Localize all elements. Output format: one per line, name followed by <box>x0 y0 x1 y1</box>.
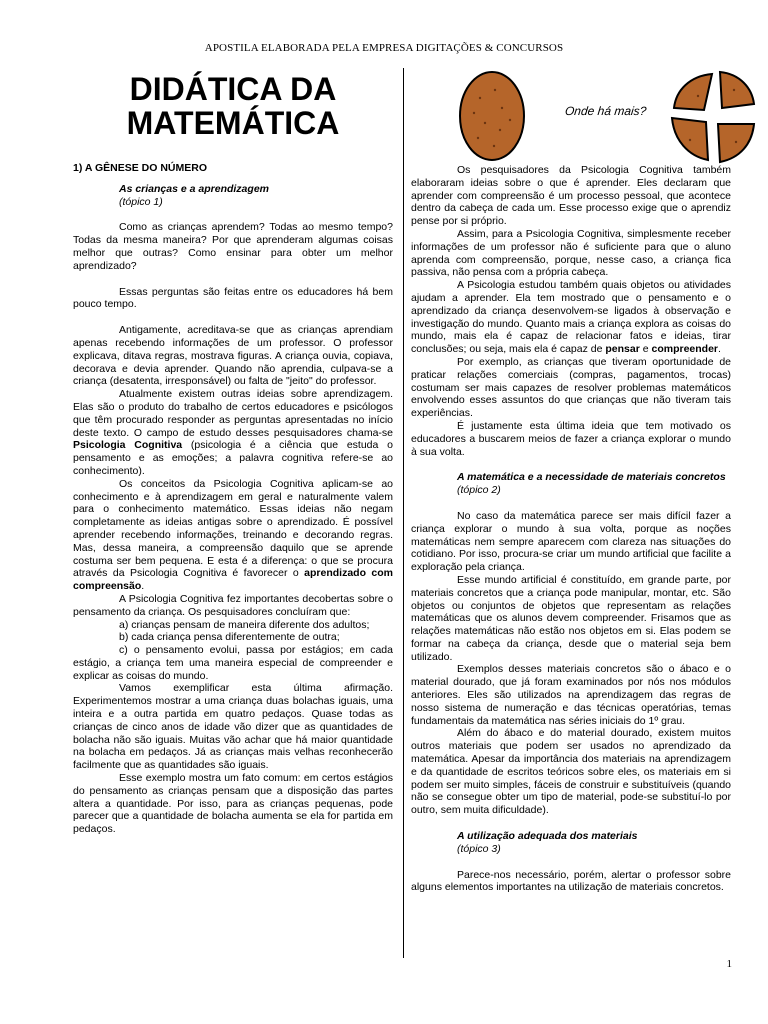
topic-label: (tópico 2) <box>457 484 501 497</box>
paragraph: Esse exemplo mostra um fato comum: em certos estágios do pensamento as crianças pensam que a disposição das partes altera a quantidade. Por isso, para as crianças pequenas, pode parecer que a quantidade de bolacha aumenta se ela for partida em pedaços. <box>73 772 393 836</box>
paragraph: Vamos exemplificar esta última afirmação. Experimentemos mostrar a uma criança duas bolachas iguais, uma inteira e a outra partida em quatro pedaços. Quase todas as crianças de cinco anos de idade vão dizer que as quantidades de bolacha não são iguais. Muitas vão achar que há maior quantidade na bolacha em pedaços. Já as crianças mais velhas reconhecerão facilmente que as quantidades são iguais. <box>73 682 393 772</box>
topic-label: (tópico 3) <box>457 842 501 855</box>
paragraph: É justamente esta última ideia que tem motivado os educadores a buscarem meios de fazer a criança explorar o mundo à sua volta. <box>411 419 731 458</box>
paragraph: Além do ábaco e do material dourado, existem muitos outros materiais que podem ser usados no aprendizado da matemática. Apesar da importância dos materiais na aprendizagem e da quantidade de escritos teóricos sobre eles, os materiais em si podem ser muito simples, fáceis de construir e substituíveis (quando não se consegue obter um tipo de material, pode-se substituí-lo por outro, sem muita dificuldade). <box>411 727 731 817</box>
paragraph: Os pesquisadores da Psicologia Cognitiva também elaboraram ideias sobre o que é aprender. Eles declaram que aprender com compreensão é um processo pessoal, que acontece dentro da cabeça de cada um. Esse processo exige que o aprendiz pense por si próprio. <box>411 164 731 228</box>
paragraph: Os conceitos da Psicologia Cognitiva aplicam-se ao conhecimento e à aprendizagem em geral e naturalmente valem para o conhecimento matemático. Essas ideias não negam completamente as ideias antigas sobre o aprendizado. É possível aprender recebendo informações, treinando e decorando regras. Mas, dessa maneira, a compreensão daquilo que se aprende costuma ser bem pequena. E esta é a diferença: o que se procura através da Psicologia Cognitiva é favorecer o aprendizado com compreensão. <box>73 477 393 593</box>
paragraph: A Psicologia Cognitiva fez importantes decobertas sobre o pensamento da criança. Os pesquisadores concluíram que: <box>73 592 393 618</box>
paragraph: Atualmente existem outras ideias sobre aprendizagem. Elas são o produto do trabalho de certos educadores e psicólogos que têm procurado responder as perguntas apresentadas no início deste texto. O campo de estudo desses pesquisadores chama-se Psicologia Cognitiva (psicologia é a ciência que estuda o pensamento e as emoções; a palavra cognitiva refere-se ao conhecimento). <box>73 388 393 477</box>
figure-caption: Onde há mais? <box>564 104 648 118</box>
paragraph: Como as crianças aprendem? Todas ao mesmo tempo? Todas da mesma maneira? Por que aprenderam algumas coisas melhor que outras? Como ensinar para obter um melhor aprendizado? <box>73 221 393 272</box>
paragraph: Essas perguntas são feitas entre os educadores há bem pouco tempo. <box>73 285 393 311</box>
paragraph: Assim, para a Psicologia Cognitiva, simplesmente receber informações de um professor não é suficiente para que o aluno aprenda com compreensão, porque, nesse caso, a criança fica passiva, não pensa com a própria cabeça. <box>411 227 731 279</box>
list-item: a) crianças pensam de maneira diferente dos adultos; <box>119 618 370 631</box>
subsection-heading: A matemática e a necessidade de materiais concretos <box>457 471 726 484</box>
title-line-1: DIDÁTICA DA <box>129 71 337 107</box>
paragraph: No caso da matemática parece ser mais difícil fazer a criança explorar o mundo à sua volta, porque as noções matemáticas nem sempre aparecem com clareza nas situações do cotidiano. Por isso, procura-se criar um mundo artificial que facilite a exploração pela criança. <box>411 509 731 574</box>
subsection-heading: As crianças e a aprendizagem <box>119 182 269 195</box>
right-column <box>411 164 731 894</box>
paragraph: A Psicologia estudou também quais objetos ou atividades ajudam a aprender. Ela tem mostrado que o pensamento e o aprendizado da criança desenvolvem-se ligados à observação e investigação do mundo. Quanto mais a criança explora as coisas do mundo, mais ela é capaz de relacionar fatos e ideias, tirar conclusões; ou seja, mais ela é capaz de pensar e compreender. <box>411 279 731 356</box>
topic-label: (tópico 1) <box>119 195 163 208</box>
paragraph: Por exemplo, as crianças que tiveram oportunidade de praticar relações comerciais (compras, pagamentos, trocas) costumam ser mais capazes de resolver problemas matemáticos envolvendo esses assuntos do que crianças que não tiveram tais experiências. <box>411 355 731 420</box>
subsection-heading: A utilização adequada dos materiais <box>457 830 638 843</box>
list-item: b) cada criança pensa diferentemente de outra; <box>119 631 340 644</box>
page-header: APOSTILA ELABORADA PELA EMPRESA DIGITAÇÕES & CONCURSOS <box>204 42 564 54</box>
broken-cookie-icon <box>672 72 754 162</box>
paragraph: Exemplos desses materiais concretos são o ábaco e o material dourado, que já foram examinados por nós nos módulos anteriores. Eles são utilizados na aprendizagem das regras de nosso sistema de numeração e das técnicas operatórias, temas fundamentais da matemática nas séries iniciais do 1º grau. <box>411 663 731 727</box>
page-number: 1 <box>726 958 732 970</box>
left-column <box>73 68 393 836</box>
title-line-2: MATEMÁTICA <box>126 105 340 141</box>
whole-cookie-icon <box>460 72 524 160</box>
paragraph: Parece-nos necessário, porém, alertar o professor sobre alguns elementos importantes na utilização de materiais concretos. <box>411 868 731 894</box>
column-divider <box>403 68 404 958</box>
paragraph: Antigamente, acreditava-se que as crianças aprendiam apenas recebendo informações de um professor. O professor explicava, ditava regras, mostrava figuras. A criança ouvia, copiava, decorava e devia aprender. Quando não aprendia, culpava-se a criança (desatenta, irresponsável) ou falta de "jeito" do professor. <box>73 324 393 388</box>
document-title <box>118 72 348 140</box>
paragraph: Esse mundo artificial é constituído, em grande parte, por materiais concretos que a criança pode manipular, montar, etc. São objetos ou conjuntos de objetos que representam as relações matemáticas que os alunos devem compreender. Frisamos que as relações matemáticas não estão nos objetos em si. Elas podem se formar na cabeça da criança, desde que o material seja bem utilizado. <box>411 573 731 663</box>
section-heading: 1) A GÊNESE DO NÚMERO <box>73 162 207 174</box>
list-item: c) o pensamento evolui, passa por estágios; em cada estágio, a criança tem uma maneira especial de compreender e explicar as coisas do mundo. <box>73 644 393 682</box>
